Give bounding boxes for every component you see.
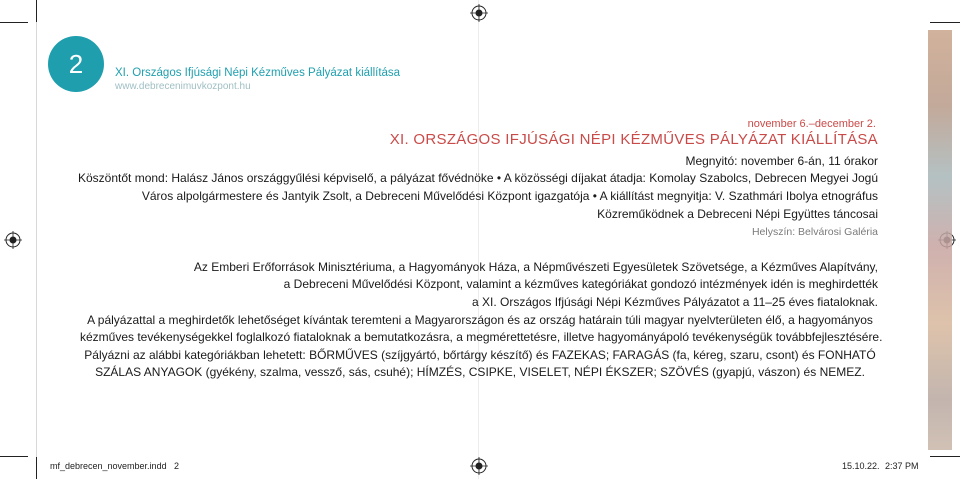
header-url: www.debrecenimuvkozpont.hu <box>115 81 251 92</box>
footer-filename: mf_debrecen_november.indd <box>50 461 167 471</box>
page-number-badge: 2 <box>48 36 104 92</box>
event-performers: Közreműködnek a Debreceni Népi Együttes táncosai <box>597 207 878 221</box>
event-date-range: november 6.–december 2. <box>747 118 876 130</box>
page-edge <box>36 0 37 479</box>
categories-line: SZÁLAS ANYAGOK (gyékény, szalma, vessző, sás, csuhé); HÍMZÉS, CSIPKE, VISELET, NÉPI ÉKSZER; SZÖVÉS (gyapjú, vászon) és NEMEZ. <box>95 365 865 379</box>
header-title: XI. Országos Ifjúsági Népi Kézműves Pályázat kiállítása <box>115 67 401 79</box>
purpose-line: A pályázattal a meghirdetők lehetőséget kívántak teremteni a Magyarországon és az ország határain túli magyar nyelvterületen élő, a hagyományos <box>87 313 873 327</box>
event-speakers: Köszöntőt mond: Halász János országgyűlési képviselő, a pályázat fővédnöke • A közösségi díjakat átadja: Komolay Szabolcs, Debrecen Megyei Jogú <box>78 171 878 185</box>
registration-mark-icon <box>470 4 488 22</box>
event-opening: Megnyitó: november 6-án, 11 órakor <box>685 154 878 168</box>
crop-mark <box>36 457 37 479</box>
organizers-line: Az Emberi Erőforrások Minisztériuma, a Hagyományok Háza, a Népművészeti Egyesületek Szövetsége, a Kézműves Alapítvány, <box>193 260 878 274</box>
crop-mark <box>0 456 28 457</box>
organizers-line: a Debreceni Művelődési Központ, valamint a kézműves kategóriákat gondozó intézmények idén is meghirdették <box>283 277 878 291</box>
registration-mark-icon <box>4 231 22 249</box>
fold-line <box>478 0 479 479</box>
footer-time: 2:37 PM <box>885 461 919 471</box>
crop-mark <box>930 456 960 457</box>
crop-mark <box>930 22 960 23</box>
event-venue: Helyszín: Belvárosi Galéria <box>751 226 878 238</box>
organizers-line: a XI. Országos Ifjúsági Népi Kézműves Pályázatot a 11–25 éves fiataloknak. <box>472 295 878 309</box>
crop-mark <box>36 0 37 22</box>
purpose-line: kézműves tevékenységekkel foglalkozó fiataloknak a bemutatkozásra, a megmérettetésre, illetve hagyományápoló tevékenységük továbbfejlesztésére. <box>80 330 883 344</box>
crop-mark <box>0 22 28 23</box>
decorative-strip <box>928 30 952 450</box>
categories-line: Pályázni az alábbi kategóriákban lehetett: BŐRMŰVES (szíjgyártó, bőrtárgy készítő) és FAZEKAS; FARAGÁS (fa, kéreg, szaru, csont) és FONHATÓ <box>84 348 876 362</box>
footer-page-number: 2 <box>174 461 180 471</box>
registration-mark-icon <box>470 457 488 475</box>
event-title: XI. ORSZÁGOS IFJÚSÁGI NÉPI KÉZMŰVES PÁLYÁZAT KIÁLLÍTÁSA <box>389 131 878 148</box>
footer-date: 15.10.22. <box>842 461 880 471</box>
event-speakers: Város alpolgármestere és Jantyik Zsolt, a Debreceni Művelődési Központ igazgatója • A kiállítást megnyitja: V. Szathmári Ibolya etnográfus <box>141 189 878 203</box>
